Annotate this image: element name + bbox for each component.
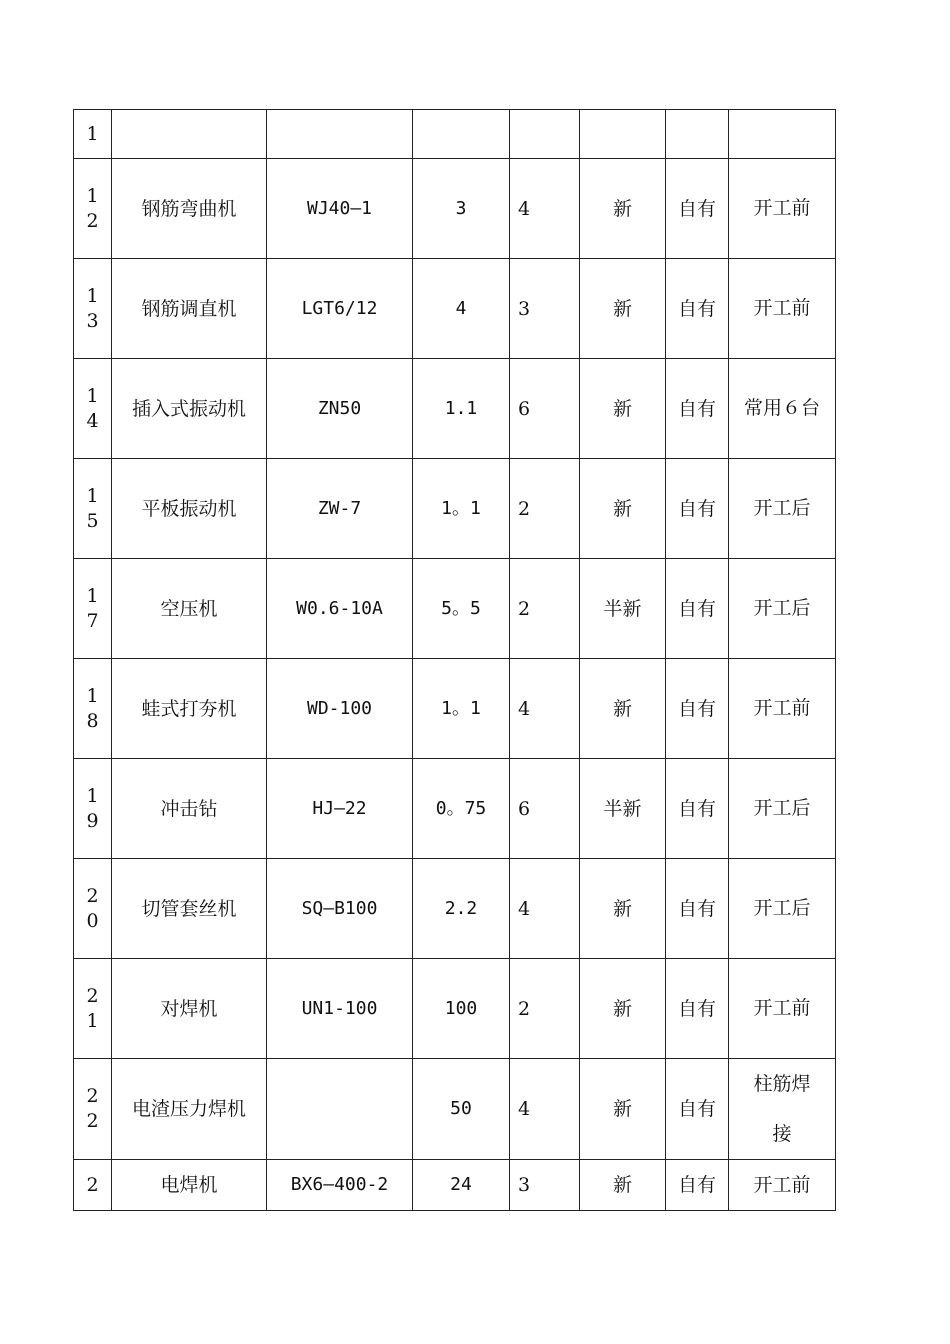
table-row [74,759,836,859]
cell-equipment-name: 钢筋弯曲机 [112,159,267,259]
cell-condition: 新 [580,259,666,359]
cell-ownership: 自有 [666,859,729,959]
cell-number [74,110,112,159]
cell-power: 4 [413,259,510,359]
cell-number [74,159,112,259]
cell-condition: 新 [580,359,666,459]
cell-condition: 新 [580,1160,666,1211]
cell-model: HJ—22 [267,759,413,859]
cell-schedule [729,659,836,759]
cell-schedule-line: 开工前 [753,297,811,319]
cell-schedule [729,259,836,359]
cell-schedule-line: 开工前 [753,1174,811,1196]
cell-equipment-name: 电渣压力焊机 [112,1059,267,1160]
cell-condition: 新 [580,459,666,559]
equipment-table [73,109,836,1211]
cell-schedule [729,110,836,159]
cell-power: 24 [413,1160,510,1211]
cell-power: 50 [413,1059,510,1160]
table-row [74,659,836,759]
cell-ownership: 自有 [666,759,729,859]
cell-number-digit: 3 [86,309,99,332]
cell-schedule [729,959,836,1059]
table-row [74,159,836,259]
cell-number-digit: 7 [86,609,99,632]
cell-schedule-line: 开工前 [753,697,811,719]
cell-schedule [729,459,836,559]
cell-number-digit: 2 [86,1174,99,1196]
cell-model: LGT6/12 [267,259,413,359]
cell-model: ZW-7 [267,459,413,559]
cell-quantity: 2 [510,559,580,659]
cell-number-digit: 1 [86,684,99,707]
cell-number [74,459,112,559]
cell-ownership: 自有 [666,659,729,759]
cell-model: SQ—B100 [267,859,413,959]
cell-number [74,859,112,959]
cell-power: 5。5 [413,559,510,659]
cell-condition: 新 [580,1059,666,1160]
cell-number [74,759,112,859]
cell-model [267,110,413,159]
table-row [74,859,836,959]
cell-number [74,959,112,1059]
cell-number [74,659,112,759]
cell-schedule-line: 开工后 [753,897,811,919]
cell-ownership: 自有 [666,359,729,459]
cell-schedule [729,759,836,859]
cell-schedule [729,1160,836,1211]
cell-power: 1。1 [413,659,510,759]
table-row [74,959,836,1059]
cell-number-digit: 0 [86,909,99,932]
cell-number-digit: 1 [86,1009,99,1032]
cell-schedule-line: 常用６台 [743,397,820,419]
cell-ownership: 自有 [666,1059,729,1160]
cell-ownership: 自有 [666,159,729,259]
cell-number-digit: 2 [86,984,99,1007]
cell-quantity: 4 [510,1059,580,1160]
cell-number-digit: 2 [86,1110,99,1132]
cell-power [413,110,510,159]
cell-equipment-name: 空压机 [112,559,267,659]
cell-ownership [666,110,729,159]
cell-model: BX6—400-2 [267,1160,413,1211]
cell-power: 2.2 [413,859,510,959]
cell-schedule [729,159,836,259]
cell-schedule-line: 开工后 [753,597,811,619]
cell-schedule [729,1059,836,1160]
cell-quantity: 2 [510,959,580,1059]
cell-schedule [729,559,836,659]
cell-schedule [729,359,836,459]
cell-number [74,559,112,659]
cell-number-digit: 1 [86,184,99,207]
cell-number-digit: 2 [86,884,99,907]
cell-ownership: 自有 [666,259,729,359]
cell-equipment-name: 平板振动机 [112,459,267,559]
cell-condition: 新 [580,859,666,959]
cell-power: 0。75 [413,759,510,859]
cell-number-digit: 1 [86,384,99,407]
cell-number [74,1160,112,1211]
cell-equipment-name: 冲击钻 [112,759,267,859]
cell-number-digit: 2 [86,1085,99,1107]
cell-condition: 新 [580,159,666,259]
cell-model: W0.6-10A [267,559,413,659]
cell-power: 3 [413,159,510,259]
cell-equipment-name: 切管套丝机 [112,859,267,959]
cell-condition: 半新 [580,759,666,859]
table-row [74,459,836,559]
table-row [74,259,836,359]
cell-equipment-name: 对焊机 [112,959,267,1059]
cell-ownership: 自有 [666,1160,729,1211]
cell-quantity: 4 [510,159,580,259]
cell-number-digit: 9 [86,809,99,832]
cell-ownership: 自有 [666,559,729,659]
cell-ownership: 自有 [666,959,729,1059]
cell-number-digit: 1 [86,284,99,307]
cell-schedule-line: 开工后 [753,497,811,519]
cell-condition: 新 [580,959,666,1059]
cell-schedule-line: 柱筋焊 [753,1073,811,1095]
cell-model: ZN50 [267,359,413,459]
cell-number-digit: 4 [86,409,99,432]
cell-condition: 半新 [580,559,666,659]
cell-equipment-name [112,110,267,159]
cell-ownership: 自有 [666,459,729,559]
cell-quantity: 3 [510,1160,580,1211]
equipment-table-body [74,110,836,1211]
cell-quantity: 4 [510,659,580,759]
cell-power: 1。1 [413,459,510,559]
cell-number [74,359,112,459]
cell-equipment-name: 钢筋调直机 [112,259,267,359]
cell-quantity: 3 [510,259,580,359]
cell-quantity [510,110,580,159]
cell-equipment-name: 插入式振动机 [112,359,267,459]
cell-model: WD-100 [267,659,413,759]
cell-power: 100 [413,959,510,1059]
cell-number-digit: 2 [86,209,99,232]
table-row [74,110,836,159]
cell-number-digit: 1 [86,584,99,607]
cell-quantity: 6 [510,759,580,859]
cell-number-digit: 1 [86,784,99,807]
cell-number [74,1059,112,1160]
cell-schedule-line: 开工前 [753,997,811,1019]
cell-condition [580,110,666,159]
table-row [74,359,836,459]
table-row [74,559,836,659]
cell-number-digit: 1 [86,484,99,507]
cell-power: 1.1 [413,359,510,459]
cell-equipment-name: 电焊机 [112,1160,267,1211]
table-row [74,1160,836,1211]
cell-number-digit: 8 [86,709,99,732]
cell-number-digit: 1 [86,123,99,145]
cell-schedule-line: 接 [772,1123,792,1145]
equipment-sheet [73,109,835,1211]
cell-model: WJ40—1 [267,159,413,259]
cell-schedule [729,859,836,959]
cell-model: UN1-100 [267,959,413,1059]
table-row [74,1059,836,1160]
cell-schedule-line: 开工前 [753,197,811,219]
cell-number-digit: 5 [86,509,99,532]
cell-schedule-line: 开工后 [753,797,811,819]
cell-quantity: 6 [510,359,580,459]
cell-model [267,1059,413,1160]
cell-number [74,259,112,359]
cell-equipment-name: 蛙式打夯机 [112,659,267,759]
cell-condition: 新 [580,659,666,759]
cell-quantity: 4 [510,859,580,959]
cell-quantity: 2 [510,459,580,559]
